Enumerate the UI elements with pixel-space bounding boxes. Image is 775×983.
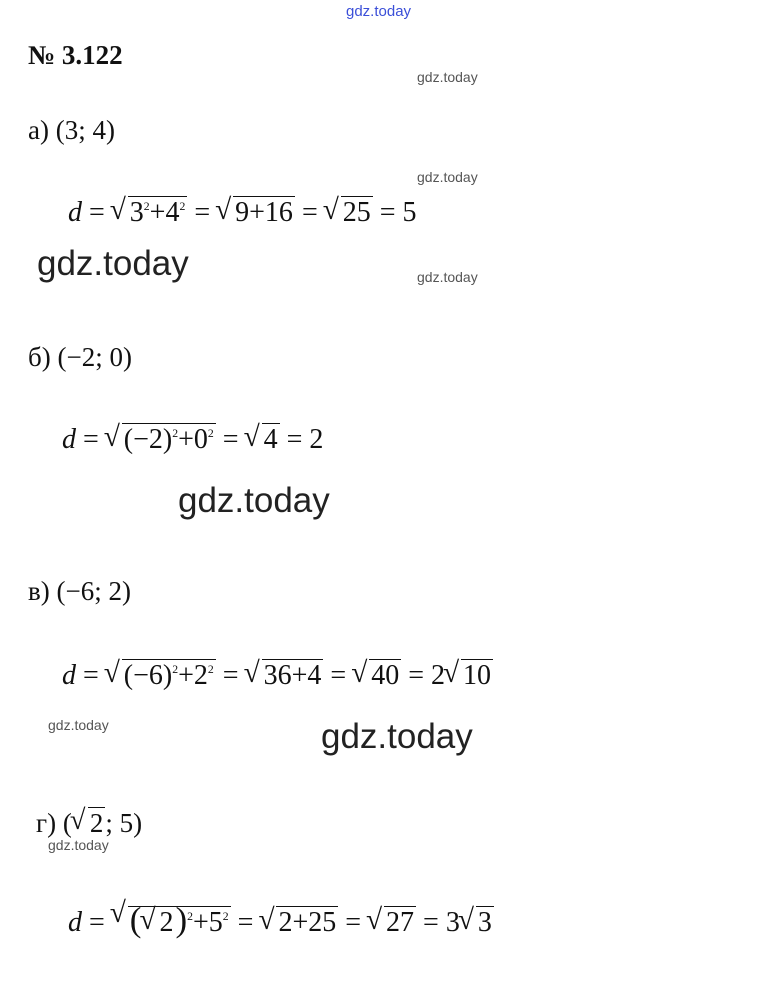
part-b-formula: d = √ $(-2)^2+0^2$ = √ 4 = 2 bbox=[62, 424, 323, 456]
part-v-label: в) (−6; 2) bbox=[28, 576, 131, 606]
part-b-label: б) (−2; 0) bbox=[28, 342, 132, 372]
watermark-small: gdz.today bbox=[48, 837, 109, 853]
watermark-small: gdz.today bbox=[48, 717, 109, 733]
watermark-small: gdz.today bbox=[417, 269, 478, 285]
part-a-label: а) (3; 4) bbox=[28, 115, 115, 145]
part-g-formula: d = √ (√ $2)^2+5^2$ = √ 2+25 = √ 27 = 3√ 3 bbox=[68, 900, 494, 940]
watermark-small: gdz.today bbox=[417, 169, 478, 185]
watermark-big: gdz.today bbox=[178, 481, 330, 520]
exercise-title: № 3.122 bbox=[28, 40, 123, 70]
watermark-big: gdz.today bbox=[37, 244, 189, 283]
watermark-small: gdz.today bbox=[417, 69, 478, 85]
part-g-label: г) (√ 2; 5) bbox=[36, 808, 142, 839]
watermark-top: gdz.today bbox=[346, 3, 412, 20]
part-a-formula: d = √ $3^2+4^2$ = √ 9+16 = √ 25 = 5 bbox=[68, 197, 417, 229]
part-v-formula: d = √ $(-6)^2+2^2$ = √ 36+4 = √ 40 = 2√ 10 bbox=[62, 660, 493, 692]
watermark-big: gdz.today bbox=[321, 717, 473, 756]
